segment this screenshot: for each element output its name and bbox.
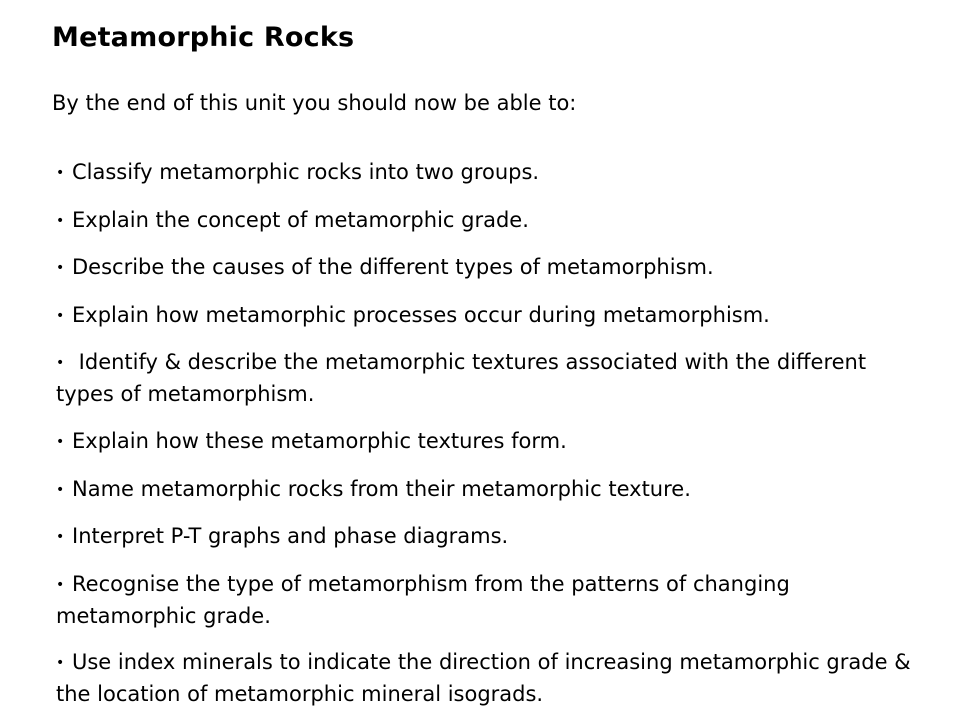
objective-item <box>56 521 926 553</box>
bullet-icon: • <box>56 529 65 546</box>
objective-item <box>56 157 926 189</box>
objective-text: Identify & describe the metamorphic textures associated with the different types of metamorphism. <box>56 350 867 407</box>
bullet-icon: • <box>56 433 65 450</box>
objective-item <box>56 252 926 284</box>
objective-text: Name metamorphic rocks from their metamorphic texture. <box>72 476 691 501</box>
bullet-icon: • <box>56 576 65 593</box>
bullet-icon: • <box>56 655 65 672</box>
objective-text: Describe the causes of the different types of metamorphism. <box>72 255 714 280</box>
bullet-icon: • <box>56 212 65 229</box>
bullet-icon: • <box>56 355 65 372</box>
objective-text: Explain how these metamorphic textures form. <box>72 428 567 453</box>
objective-item <box>56 205 926 237</box>
slide-title: Metamorphic Rocks <box>52 22 355 53</box>
bullet-icon: • <box>56 165 65 181</box>
objective-item <box>56 474 926 506</box>
objective-text: Classify metamorphic rocks into two groups. <box>72 160 540 184</box>
objective-item <box>56 569 926 632</box>
bullet-icon: • <box>56 307 65 324</box>
objective-text: Recognise the type of metamorphism from the patterns of changing metamorphic grade. <box>56 571 790 628</box>
objectives-list <box>56 157 926 726</box>
objective-item <box>56 347 926 410</box>
objective-text: Interpret P-T graphs and phase diagrams. <box>72 524 509 549</box>
bullet-icon: • <box>56 481 65 498</box>
objective-text: Use index minerals to indicate the direction of increasing metamorphic grade & the location of metamorphic mineral isograds. <box>56 650 911 707</box>
objective-item <box>56 647 926 710</box>
objective-item <box>56 426 926 458</box>
objective-text: Explain how metamorphic processes occur during metamorphism. <box>72 302 770 327</box>
objective-item <box>56 300 926 332</box>
intro-text: By the end of this unit you should now be able to: <box>52 91 577 115</box>
bullet-icon: • <box>56 260 65 277</box>
objective-text: Explain the concept of metamorphic grade. <box>72 207 529 232</box>
